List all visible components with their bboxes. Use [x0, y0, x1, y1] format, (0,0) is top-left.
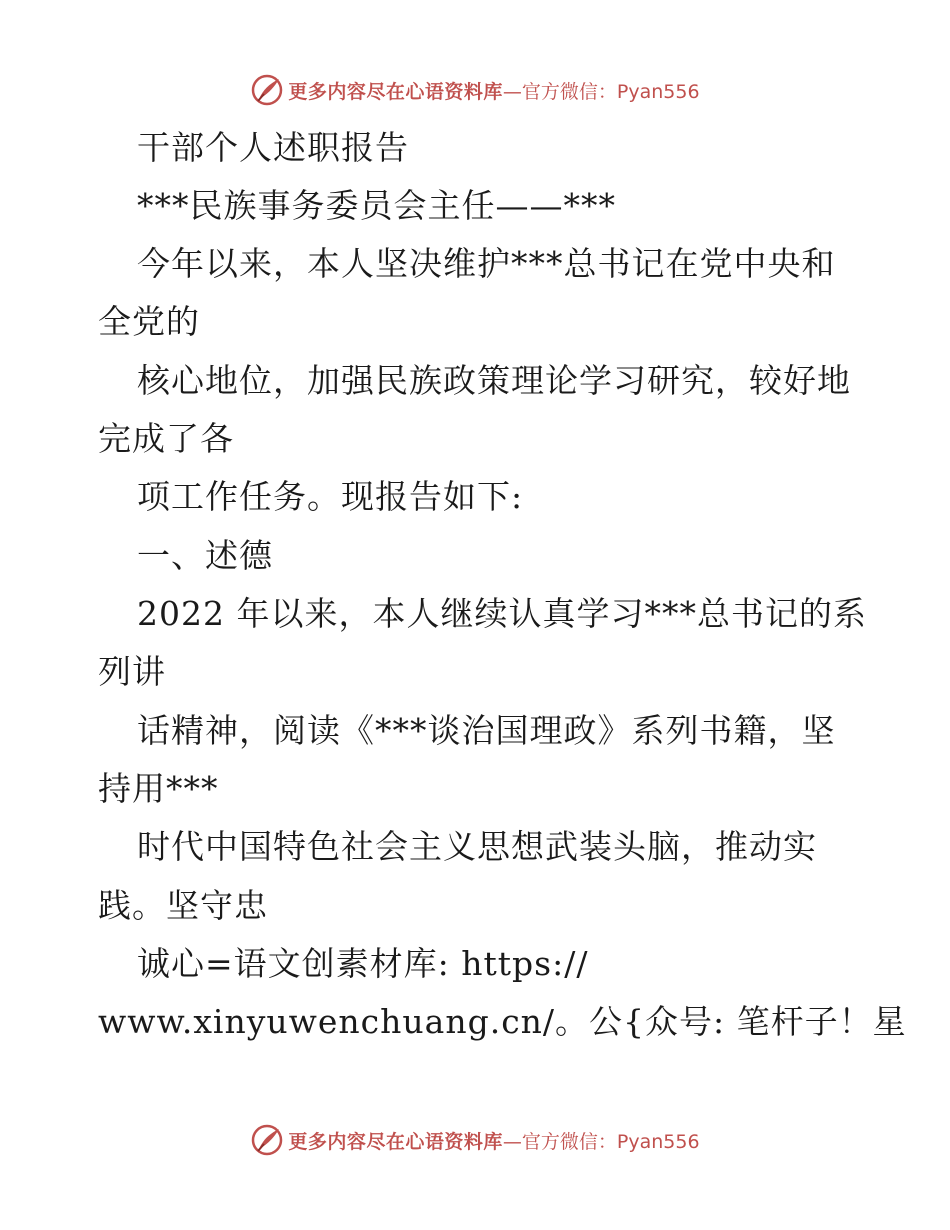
paragraph-line: 全党的 [98, 302, 200, 341]
paragraph-line: 持用*** [98, 769, 219, 808]
paragraph-line: 2022 年以来，本人继续认真学习***总书记的系 [137, 594, 867, 633]
paragraph-line: 时代中国特色社会主义思想武装头脑，推动实 [137, 827, 817, 866]
paragraph-line: 践。坚守忠 [98, 886, 268, 925]
feather-pen-logo-icon [250, 73, 284, 107]
paragraph-line: 诚心=语文创素材库: https:// [137, 944, 589, 983]
banner-title: 更多内容尽在心语资料库 [288, 1130, 503, 1153]
banner-contact: —官方微信：Pyan556 [502, 1130, 700, 1153]
paragraph-line: 完成了各 [98, 419, 234, 458]
section-heading: 一、述德 [137, 536, 273, 575]
feather-pen-logo-icon [250, 1123, 284, 1157]
header-banner [0, 70, 950, 110]
footer-banner [0, 1120, 950, 1160]
banner-title: 更多内容尽在心语资料库 [288, 80, 503, 103]
paragraph-line: www.xinyuwenchuang.cn/。公{众号: 笔杆子！星 [98, 1002, 907, 1041]
banner-contact: —官方微信：Pyan556 [502, 80, 700, 103]
paragraph-line: 项工作任务。现报告如下: [137, 477, 524, 516]
paragraph-line: 核心地位，加强民族政策理论学习研究，较好地 [137, 361, 851, 400]
paragraph-line: 列讲 [98, 652, 166, 691]
paragraph-line: 今年以来，本人坚决维护***总书记在党中央和 [137, 244, 836, 283]
document-title: 干部个人述职报告 [137, 128, 409, 167]
paragraph-line: 话精神，阅读《***谈治国理政》系列书籍，坚 [137, 711, 836, 750]
document-subtitle: ***民族事务委员会主任——*** [137, 186, 616, 225]
